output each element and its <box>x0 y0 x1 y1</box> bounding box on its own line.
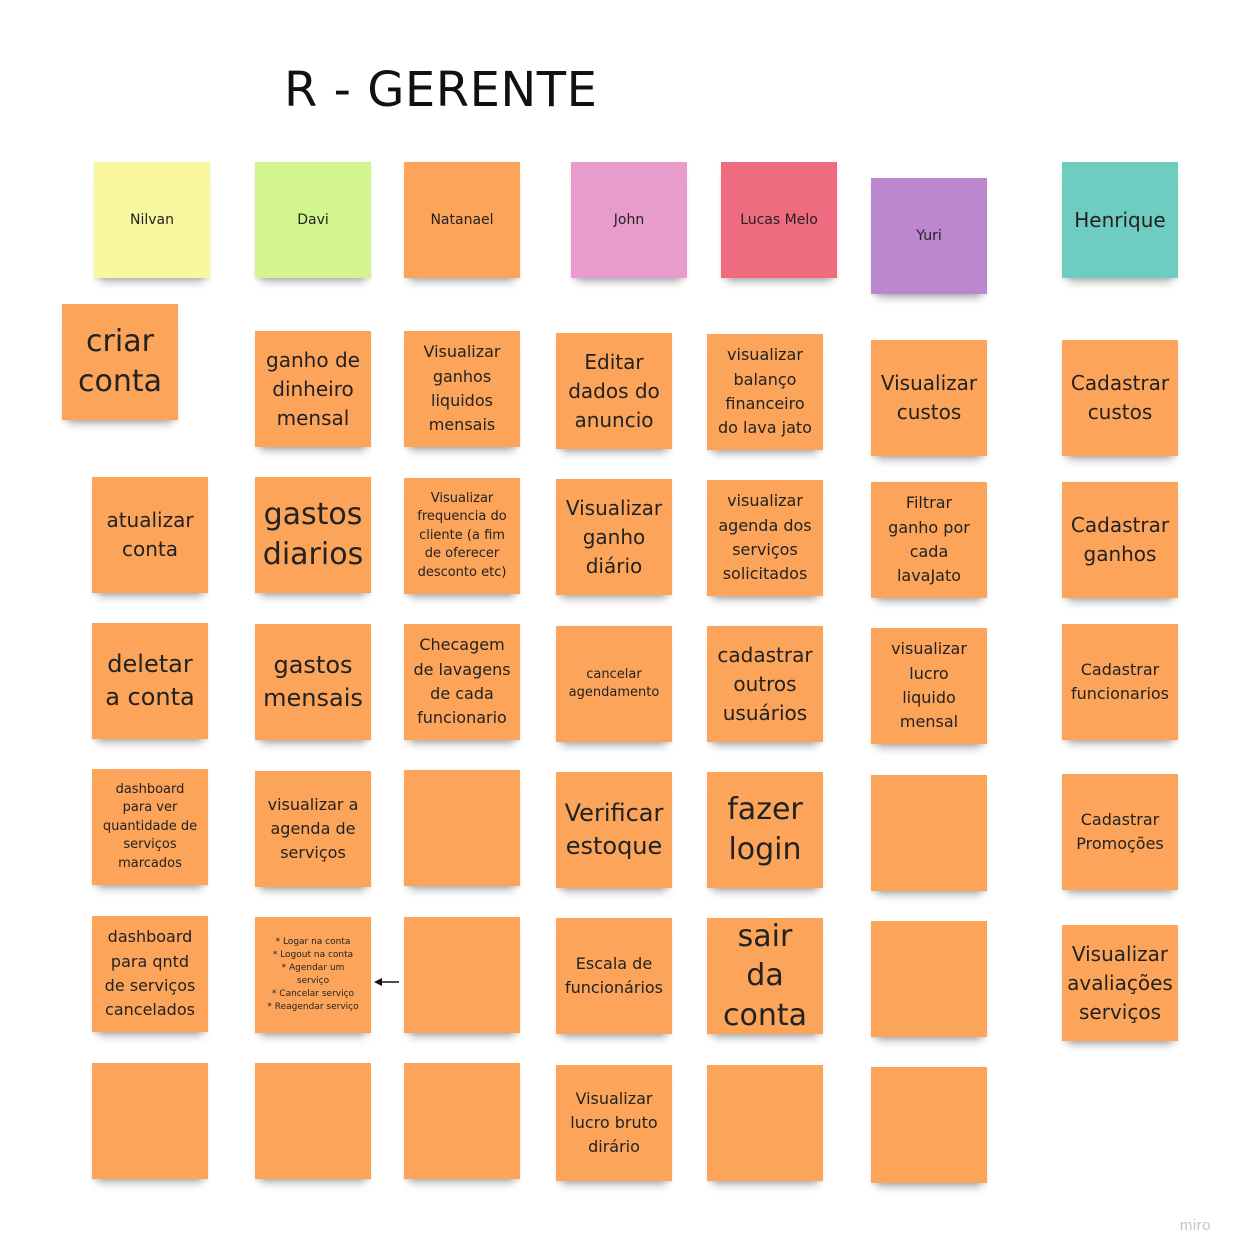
sticky-note[interactable] <box>707 918 823 1034</box>
sticky-note-text: Cadastrar funcionarios <box>1070 659 1170 703</box>
sticky-note[interactable] <box>92 916 208 1032</box>
sticky-note[interactable] <box>556 918 672 1034</box>
sticky-note[interactable] <box>92 623 208 739</box>
sticky-note-text: cadastrar outros usuários <box>717 642 813 725</box>
sticky-note[interactable] <box>556 333 672 449</box>
sticky-note-text: fazer login <box>727 792 803 867</box>
sticky-note-text: gastos diarios <box>262 497 364 572</box>
sticky-note-empty[interactable] <box>404 1063 520 1179</box>
header-note-yuri[interactable] <box>871 178 987 294</box>
sticky-note[interactable] <box>92 769 208 885</box>
sticky-note-text: sair da conta <box>722 918 807 1033</box>
sticky-note[interactable] <box>1062 340 1178 456</box>
sticky-note-text: dashboard para ver quantidade de serviços marcados <box>102 781 198 871</box>
sticky-note[interactable] <box>404 624 520 740</box>
header-note-davi[interactable] <box>255 162 371 278</box>
sticky-note[interactable] <box>1062 774 1178 890</box>
sticky-note-text: criar conta <box>77 324 162 399</box>
header-note-label: Davi <box>297 211 329 228</box>
sticky-note[interactable] <box>556 626 672 742</box>
sticky-note[interactable] <box>871 628 987 744</box>
sticky-note-text: visualizar lucro liquido mensal <box>891 639 967 732</box>
sticky-note[interactable] <box>1062 925 1178 1041</box>
sticky-note[interactable] <box>707 480 823 596</box>
sticky-note-text: * Logar na conta * Logout na conta * Agendar um serviço * Cancelar serviço * Reagendar serviço <box>267 936 359 1013</box>
sticky-note[interactable] <box>404 478 520 594</box>
sticky-note-text: Escala de funcionários <box>564 953 664 997</box>
sticky-note[interactable] <box>556 1065 672 1181</box>
sticky-note-text: dashboard para qntd de serviços cancelados <box>104 927 196 1020</box>
header-note-lucas-melo[interactable] <box>721 162 837 278</box>
sticky-note-empty[interactable] <box>871 921 987 1037</box>
header-note-john[interactable] <box>571 162 687 278</box>
header-note-label: Lucas Melo <box>740 211 818 228</box>
sticky-note[interactable] <box>871 482 987 598</box>
sticky-note[interactable] <box>255 624 371 740</box>
sticky-note[interactable] <box>707 626 823 742</box>
sticky-note-text: Checagem de lavagens de cada funcionario <box>413 635 511 728</box>
sticky-note-text: Visualizar ganho diário <box>565 495 663 578</box>
header-note-label: John <box>613 211 645 228</box>
sticky-note-empty[interactable] <box>92 1063 208 1179</box>
sticky-note[interactable] <box>255 477 371 593</box>
sticky-note-text: Visualizar frequencia do cliente (a fim de oferecer desconto etc) <box>417 490 507 580</box>
sticky-note[interactable] <box>255 771 371 887</box>
sticky-note[interactable] <box>556 479 672 595</box>
sticky-note-empty[interactable] <box>871 1067 987 1183</box>
header-note-label: Henrique <box>1074 207 1166 232</box>
sticky-note-text: Visualizar ganhos liquidos mensais <box>423 342 501 435</box>
header-note-henrique[interactable] <box>1062 162 1178 278</box>
miro-watermark: miro <box>1179 1217 1211 1234</box>
sticky-note-text: Filtrar ganho por cada lavaJato <box>888 493 970 586</box>
sticky-note[interactable] <box>62 304 178 420</box>
header-note-natanael[interactable] <box>404 162 520 278</box>
sticky-note-text: deletar a conta <box>105 649 195 711</box>
header-note-nilvan[interactable] <box>94 162 210 278</box>
header-note-label: Yuri <box>916 227 942 244</box>
sticky-note-empty[interactable] <box>404 770 520 886</box>
sticky-note-text: atualizar conta <box>106 508 194 561</box>
sticky-note[interactable] <box>707 334 823 450</box>
sticky-note[interactable] <box>255 917 371 1033</box>
sticky-note[interactable] <box>92 477 208 593</box>
sticky-note-text: visualizar a agenda de serviços <box>267 794 359 863</box>
sticky-note[interactable] <box>556 772 672 888</box>
sticky-note[interactable] <box>871 340 987 456</box>
sticky-note-text: Cadastrar Promoções <box>1076 809 1164 853</box>
header-note-label: Nilvan <box>130 211 174 228</box>
sticky-note-empty[interactable] <box>255 1063 371 1179</box>
sticky-note-text: Visualizar avaliações serviços <box>1067 941 1173 1024</box>
sticky-note-text: Cadastrar ganhos <box>1070 513 1170 566</box>
sticky-note-text: Cadastrar custos <box>1070 371 1170 424</box>
sticky-note-text: Verificar estoque <box>564 798 664 860</box>
sticky-note-text: Editar dados do anuncio <box>568 349 660 432</box>
sticky-note[interactable] <box>255 331 371 447</box>
sticky-note-empty[interactable] <box>871 775 987 891</box>
header-note-label: Natanael <box>430 211 494 228</box>
sticky-note[interactable] <box>707 772 823 888</box>
board-title[interactable]: R - GERENTE <box>284 62 598 118</box>
sticky-note-text: gastos mensais <box>263 650 363 712</box>
sticky-note-empty[interactable] <box>707 1065 823 1181</box>
sticky-note[interactable] <box>1062 624 1178 740</box>
sticky-note-text: cancelar agendamento <box>568 666 660 700</box>
sticky-note[interactable] <box>1062 482 1178 598</box>
sticky-note-empty[interactable] <box>404 917 520 1033</box>
sticky-note-text: Visualizar lucro bruto dirário <box>570 1088 658 1157</box>
sticky-note[interactable] <box>404 331 520 447</box>
connector-arrow-icon[interactable] <box>374 976 400 988</box>
sticky-note-text: Visualizar custos <box>880 371 978 424</box>
sticky-note-text: visualizar agenda dos serviços solicitados <box>718 491 812 584</box>
sticky-note-text: visualizar balanço financeiro do lava jato <box>718 345 812 438</box>
sticky-note-text: ganho de dinheiro mensal <box>266 347 360 430</box>
